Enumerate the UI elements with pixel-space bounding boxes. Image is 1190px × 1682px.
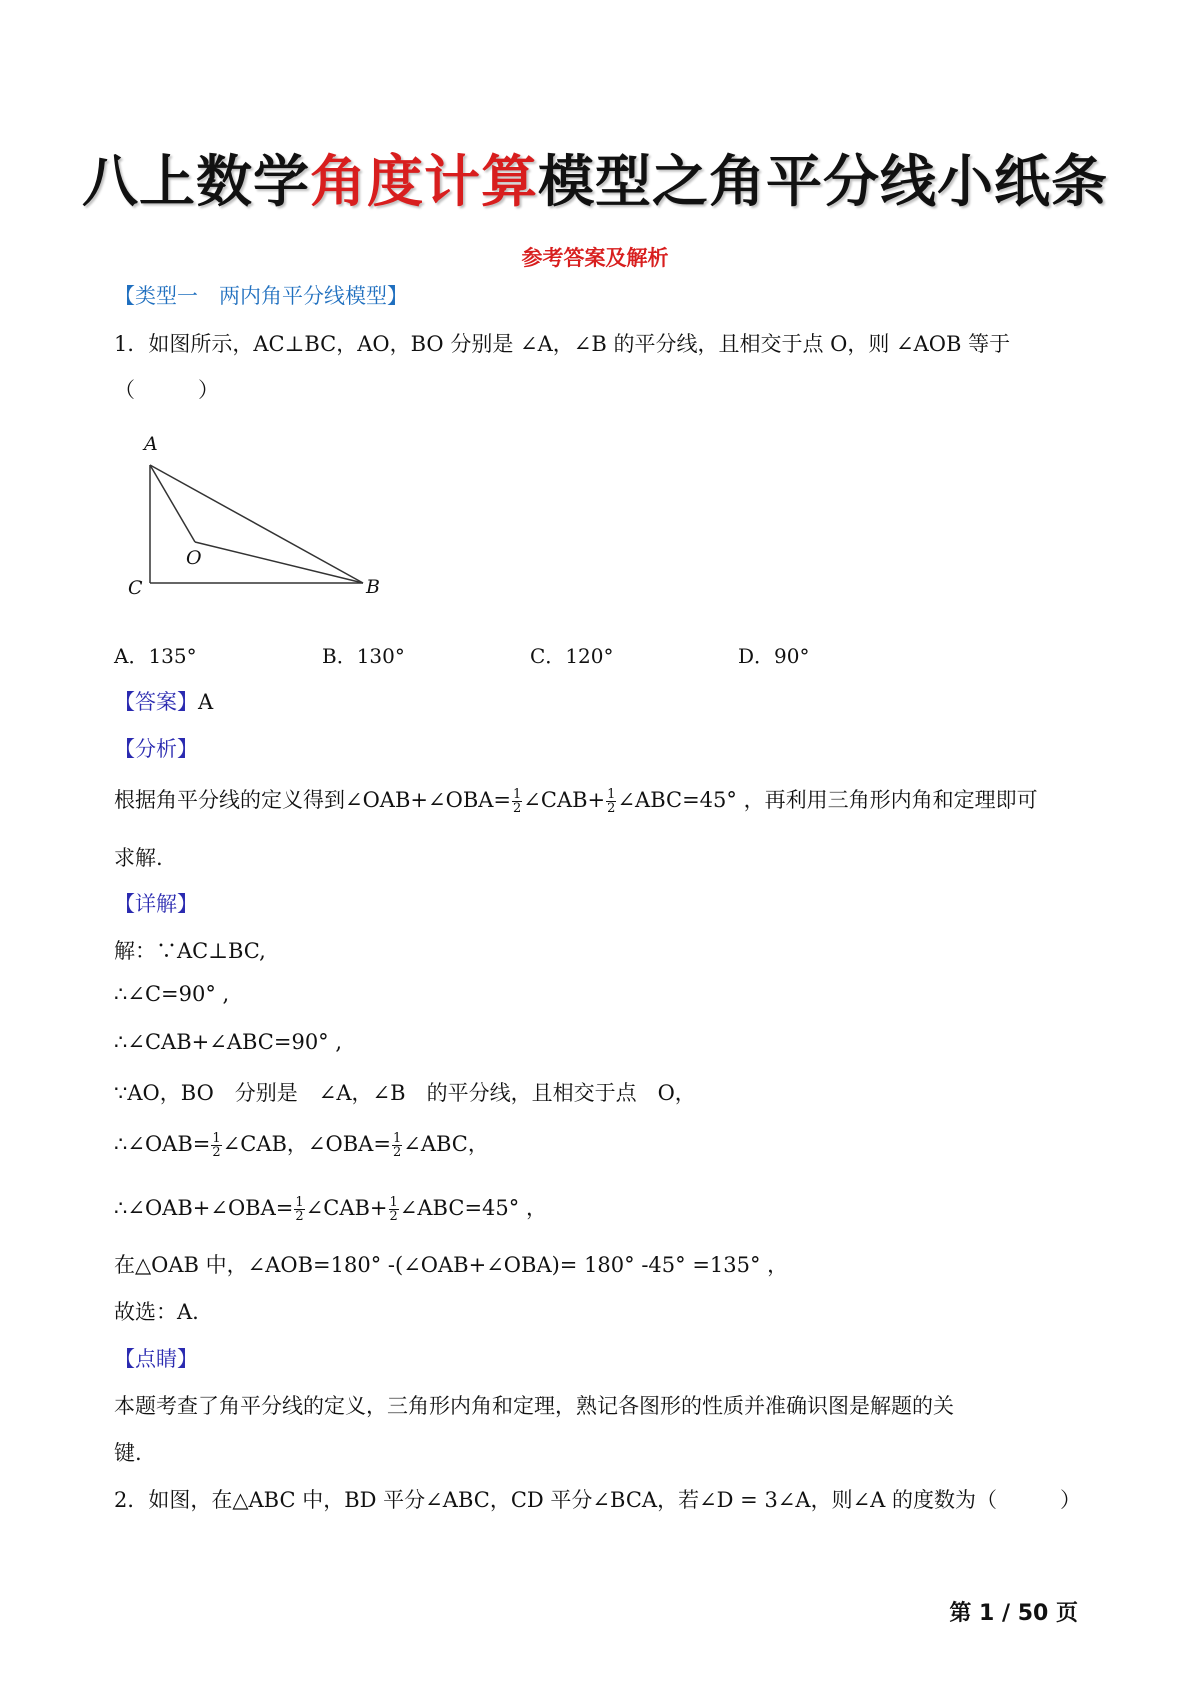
option-a-label: A．: [114, 644, 149, 668]
fraction-den: 2: [607, 801, 616, 816]
option-c-value: 120°: [565, 644, 614, 668]
fraction-half: [389, 1196, 399, 1223]
q1-stem-line1: 1．如图所示，AC⊥BC，AO，BO 分别是 ∠A，∠B 的平分线，且相交于点 O，则 ∠AOB 等于: [114, 332, 1011, 356]
comment-line2: 键.: [114, 1441, 142, 1465]
option-a: [114, 640, 197, 669]
page-number: 第 1 / 50 页: [949, 1601, 1078, 1626]
comment-line1: 本题考查了角平分线的定义，三角形内角和定理，熟记各图形的性质并准确识图是解题的关: [114, 1394, 954, 1418]
fraction-half: [211, 1132, 221, 1159]
option-b-value: 130°: [356, 644, 405, 668]
step-5: [114, 1128, 489, 1159]
step5-text-b: ∠CAB，∠OBA=: [222, 1132, 391, 1156]
option-c: [530, 640, 614, 669]
answer-value: A: [198, 690, 214, 714]
analysis-line1: [114, 784, 1038, 815]
step-2: ∴∠C=90° ,: [114, 982, 230, 1006]
step-1: 解：∵AC⊥BC,: [114, 939, 266, 963]
step-3: ∴∠CAB+∠ABC=90° ,: [114, 1030, 343, 1054]
fraction-num: 1: [295, 1195, 304, 1210]
subtitle: 参考答案及解析: [521, 246, 669, 270]
edge-ob: [195, 542, 363, 583]
fraction-den: 2: [389, 1209, 398, 1224]
q1-triangle-figure: [110, 425, 400, 605]
step-7: 在△OAB 中，∠AOB=180° -(∠OAB+∠OBA)= 180° -45° =135° ，: [114, 1253, 789, 1277]
title-part3: 模型之角平分线小纸条: [538, 149, 1108, 215]
fraction-half: [512, 788, 522, 815]
analysis-text-c: ∠ABC=45° ，再利用三角形内角和定理即可: [617, 788, 1038, 812]
fraction-half: [606, 788, 616, 815]
step-4: ∵AO，BO 分别是 ∠A，∠B 的平分线，且相交于点 O，: [114, 1081, 696, 1105]
option-d: [738, 640, 810, 669]
analysis-line2: 求解.: [114, 846, 163, 870]
option-c-label: C．: [530, 644, 566, 668]
q2-stem: 2．如图，在△ABC 中，BD 平分∠ABC，CD 平分∠BCA，若∠D = 3∠A，则∠A 的度数为（ ）: [114, 1488, 1082, 1512]
option-b-label: B．: [322, 644, 357, 668]
edge-ao: [150, 465, 195, 542]
section-heading: 【类型一 两内角平分线模型】: [114, 284, 408, 308]
fraction-half: [392, 1132, 402, 1159]
fraction-half: [294, 1196, 304, 1223]
fraction-num: 1: [513, 787, 522, 802]
analysis-tag: 【分析】: [114, 737, 198, 761]
label-c: C: [128, 577, 143, 599]
label-a: A: [144, 433, 158, 455]
title-part1: 八上数学: [82, 149, 310, 215]
fraction-num: 1: [212, 1131, 221, 1146]
option-d-label: D．: [738, 644, 775, 668]
q1-stem-line2: （ ）: [114, 378, 219, 402]
answer-line: [114, 686, 213, 716]
fraction-num: 1: [389, 1195, 398, 1210]
fraction-num: 1: [607, 787, 616, 802]
comment-tag: 【点睛】: [114, 1347, 198, 1371]
fraction-den: 2: [212, 1145, 221, 1160]
step5-text-a: ∴∠OAB=: [114, 1132, 211, 1156]
step6-text-b: ∠CAB+: [305, 1196, 388, 1220]
fraction-den: 2: [392, 1145, 402, 1160]
fraction-den: 2: [513, 801, 522, 816]
step-6: [114, 1192, 547, 1223]
analysis-text-b: ∠CAB+: [523, 788, 606, 812]
label-b: B: [366, 576, 380, 598]
fraction-num: 1: [392, 1131, 402, 1146]
option-d-value: 90°: [774, 644, 810, 668]
label-o: O: [186, 547, 202, 569]
option-b: [322, 640, 405, 669]
step6-text-c: ∠ABC=45° ，: [399, 1196, 547, 1220]
answer-tag: 【答案】: [114, 690, 198, 714]
fraction-den: 2: [295, 1209, 304, 1224]
analysis-text-a: 根据角平分线的定义得到∠OAB+∠OBA=: [114, 788, 512, 812]
title-highlight: 角度计算: [310, 149, 538, 215]
edge-ab: [150, 465, 363, 583]
option-a-value: 135°: [148, 644, 197, 668]
document-title: [0, 138, 1190, 218]
detail-tag: 【详解】: [114, 892, 198, 916]
step-8: 故选：A.: [114, 1300, 199, 1324]
step5-text-c: ∠ABC，: [403, 1132, 489, 1156]
step6-text-a: ∴∠OAB+∠OBA=: [114, 1196, 294, 1220]
